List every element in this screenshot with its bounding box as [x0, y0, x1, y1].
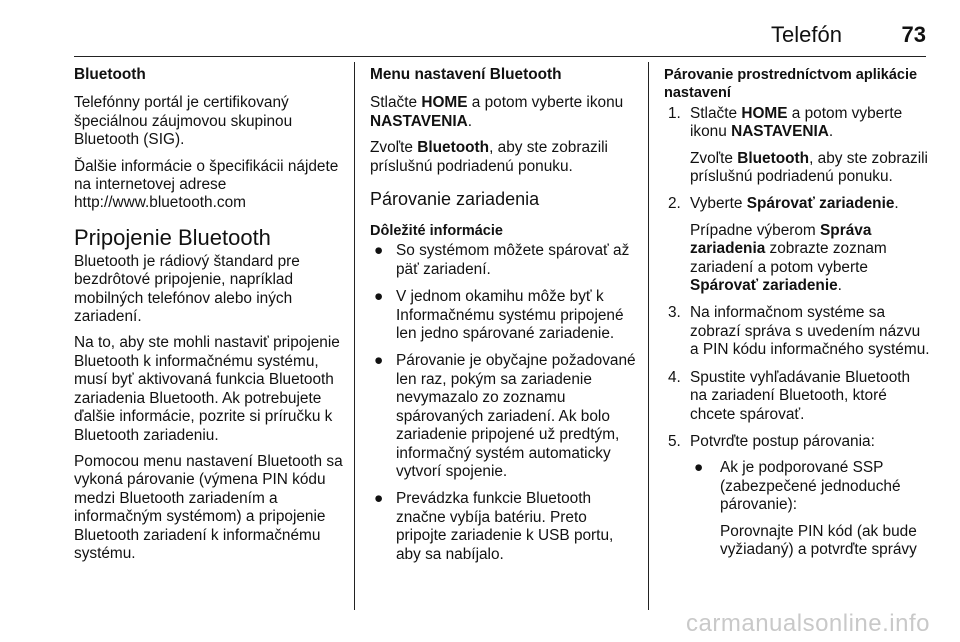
- step-text: Potvrďte postup párovania:: [690, 432, 875, 450]
- text: a potom vyberte ikonu: [467, 94, 624, 112]
- text: Vyberte: [690, 195, 747, 213]
- keyword-home: HOME: [421, 94, 468, 112]
- text: .: [828, 123, 834, 141]
- keyword-sparovat: Spárovať zariadenie: [690, 277, 838, 295]
- text: , aby ste zobrazili príslušnú podriadenú ponuku.: [370, 139, 608, 175]
- text: .: [467, 112, 473, 130]
- bullet-icon: ●: [374, 490, 384, 508]
- section-title: Telefón: [771, 22, 842, 47]
- paragraph: [690, 150, 930, 187]
- list-item: [690, 459, 930, 559]
- keyword-bluetooth: Bluetooth: [737, 149, 810, 167]
- keyword-sprava: Správa zariadenia: [690, 221, 872, 258]
- step-number: 2.: [668, 195, 681, 213]
- keyword-bluetooth: Bluetooth: [417, 139, 490, 157]
- text: Zvoľte: [690, 149, 738, 167]
- text: Zvoľte: [370, 139, 418, 157]
- step-number: 3.: [668, 304, 681, 322]
- bullet-list: [690, 459, 930, 559]
- list-text: Párovanie je obyčajne požadované len raz, pokým sa zariadenie nevymazalo zo zoznamu spárovaných zariadení. Ak bolo zariadenie pripojené už predtým, informačný systém automaticky vytvorí spojenie.: [396, 352, 636, 480]
- heading-app-pairing: Párovanie prostredníctvom aplikácie nastavení: [664, 67, 918, 102]
- watermark: carmanualsonline.info: [686, 610, 930, 637]
- text: Stlačte: [690, 104, 742, 122]
- bullet-icon: ●: [374, 288, 384, 306]
- list-item: [370, 288, 640, 343]
- list-text: Porovnajte PIN kód (ak bude vyžiadaný) a potvrďte správy: [720, 522, 917, 558]
- paragraph: [370, 139, 640, 176]
- list-item: [370, 242, 640, 279]
- paragraph: Ďalšie informácie o špecifikácii nájdete na internetovej adrese http://www.bluetooth.com: [74, 157, 339, 212]
- step-number: 1.: [668, 104, 681, 122]
- bullet-icon: ●: [374, 242, 384, 260]
- column-divider: [354, 62, 355, 610]
- paragraph: Na to, aby ste mohli nastaviť pripojenie Bluetooth k informačnému systému, musí byť aktivovaná funkcia Bluetooth zariadenia Bluetooth. Ak potrebujete ďalšie informácie, pozrite si príručku k Bluetooth zariadeniu.: [74, 334, 340, 444]
- column-left: [74, 66, 346, 571]
- step-number: 4.: [668, 368, 681, 386]
- keyword-nastavenia: NASTAVENIA: [370, 112, 468, 130]
- heading-menu: Menu nastavení Bluetooth: [370, 66, 562, 83]
- bullet-icon: ●: [374, 352, 384, 370]
- bullet-list: [370, 242, 640, 564]
- heading-pripojenie: Pripojenie Bluetooth: [74, 224, 271, 250]
- text: zobrazte zoznam zariadení a potom vyberte: [690, 240, 887, 276]
- step-3: [664, 304, 930, 359]
- text: Prípadne výberom: [690, 221, 821, 239]
- step-number: 5.: [668, 432, 681, 450]
- step-5: [664, 433, 930, 559]
- heading-parovanie: Párovanie zariadenia: [370, 189, 540, 210]
- column-right: [664, 66, 930, 568]
- paragraph: Telefónny portál je certifikovaný špeciálnou záujmovou skupinou Bluetooth (SIG).: [74, 94, 293, 149]
- text: .: [894, 195, 899, 213]
- list-text: Prevádzka funkcie Bluetooth značne vybíja batériu. Preto pripojte zariadenie k USB portu, aby sa nabíjalo.: [396, 490, 614, 563]
- paragraph: [690, 195, 930, 213]
- page-number: 73: [901, 22, 926, 47]
- text: .: [837, 277, 842, 295]
- paragraph: [690, 105, 930, 142]
- step-2: [664, 195, 930, 295]
- paragraph: [370, 94, 640, 131]
- steps-list: [664, 105, 930, 560]
- heading-bluetooth: Bluetooth: [74, 66, 146, 83]
- paragraph: [690, 222, 930, 296]
- column-middle: [370, 66, 640, 573]
- step-text: Spustite vyhľadávanie Bluetooth na zariadení Bluetooth, ktoré chcete spárovať.: [690, 368, 911, 423]
- list-item: [370, 352, 640, 481]
- step-1: [664, 105, 930, 187]
- header-rule: [74, 56, 926, 57]
- list-item: [370, 490, 640, 564]
- keyword-home: HOME: [741, 104, 788, 122]
- list-text: So systémom môžete spárovať až päť zariadení.: [396, 242, 630, 278]
- step-text: Na informačnom systéme sa zobrazí správa s uvedením názvu a PIN kódu informačného systému.: [690, 304, 930, 359]
- paragraph: Bluetooth je rádiový štandard pre bezdrôtové pripojenie, napríklad mobilných telefónov alebo iných zariadení.: [74, 252, 300, 326]
- bullet-icon: ●: [694, 459, 704, 477]
- paragraph: Pomocou menu nastavení Bluetooth sa vykoná párovanie (výmena PIN kódu medzi Bluetooth zariadením a informačným systémom) a pripojenie Bluetooth zariadení k informačnému systému.: [74, 452, 343, 562]
- text: a potom vyberte ikonu: [690, 104, 903, 141]
- subheading-dolezite: Dôležité informácie: [370, 223, 503, 240]
- list-text: Ak je podporované SSP (zabezpečené jednoduché párovanie):: [720, 459, 901, 514]
- column-divider: [648, 62, 649, 610]
- page-header: [74, 22, 926, 50]
- keyword-sparovat: Spárovať zariadenie: [746, 195, 895, 213]
- keyword-nastavenia: NASTAVENIA: [731, 123, 829, 141]
- list-text: V jednom okamihu môže byť k Informačnému systému pripojené len jedno spárované zariadenie.: [396, 288, 624, 343]
- text: Stlačte: [370, 94, 422, 112]
- text: , aby ste zobrazili príslušnú podriadenú ponuku.: [690, 149, 928, 186]
- step-4: [664, 369, 930, 424]
